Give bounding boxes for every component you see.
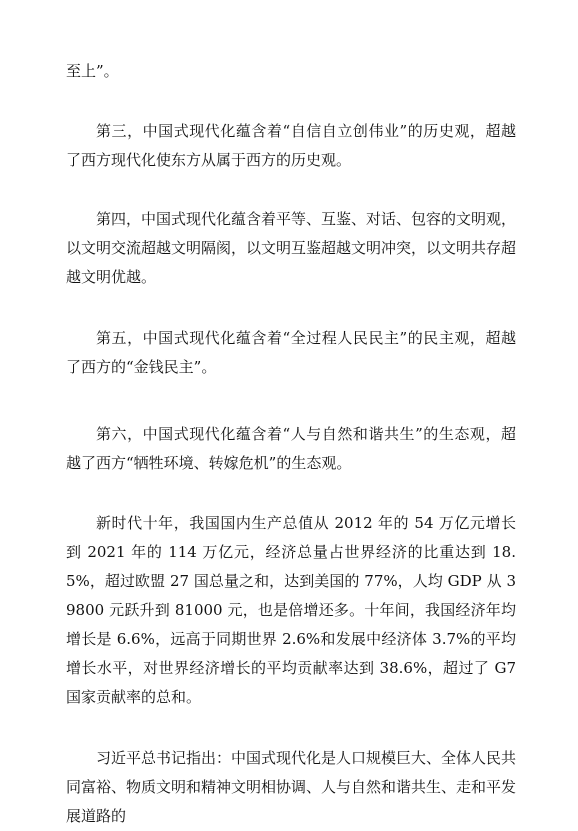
paragraph-fourth-point: 第四，中国式现代化蕴含着平等、互鉴、对话、包容的文明观，以文明交流超越文明隔阂，以文明互鉴超越文明冲突，以文明共存超越文明优越。: [66, 210, 517, 286]
paragraph-fifth-point: 第五，中国式现代化蕴含着“全过程人民民主”的民主观，超越了西方的“金钱民主”。: [66, 329, 516, 376]
paragraph-sixth-point: 第六，中国式现代化蕴含着“人与自然和谐共生”的生态观，超越了西方“牺牲环境、转嫁危机”的生态观。: [66, 425, 516, 472]
paragraph-xi-quote: 习近平总书记指出：中国式现代化是人口规模巨大、全体人民共同富裕、物质文明和精神文明相协调、人与自然和谐共生、走和平发展道路的: [66, 749, 517, 825]
paragraph-third-point: 第三，中国式现代化蕴含着“自信自立创伟业”的历史观，超越了西方现代化使东方从属于西方的历史观。: [66, 122, 516, 169]
paragraph-continuation: 至上”。: [66, 62, 119, 80]
paragraph-economic-data: 新时代十年，我国国内生产总值从 2012 年的 54 万亿元增长到 2021 年的 114 万亿元，经济总量占世界经济的比重达到 18.5%，超过欧盟 27 国总量之和，达到美国的 77%，人均 GDP 从 39800 元跃升到 81000 元，也是倍增还多。十年间，我国经济年均增长是 6.6%，远高于同期世界 2.6%和发展中经济体 3.7%的平均增长水平，对世界经济增长的平均贡献率达到 38.6%，超过了 G7 国家贡献率的总和。: [66, 514, 516, 706]
